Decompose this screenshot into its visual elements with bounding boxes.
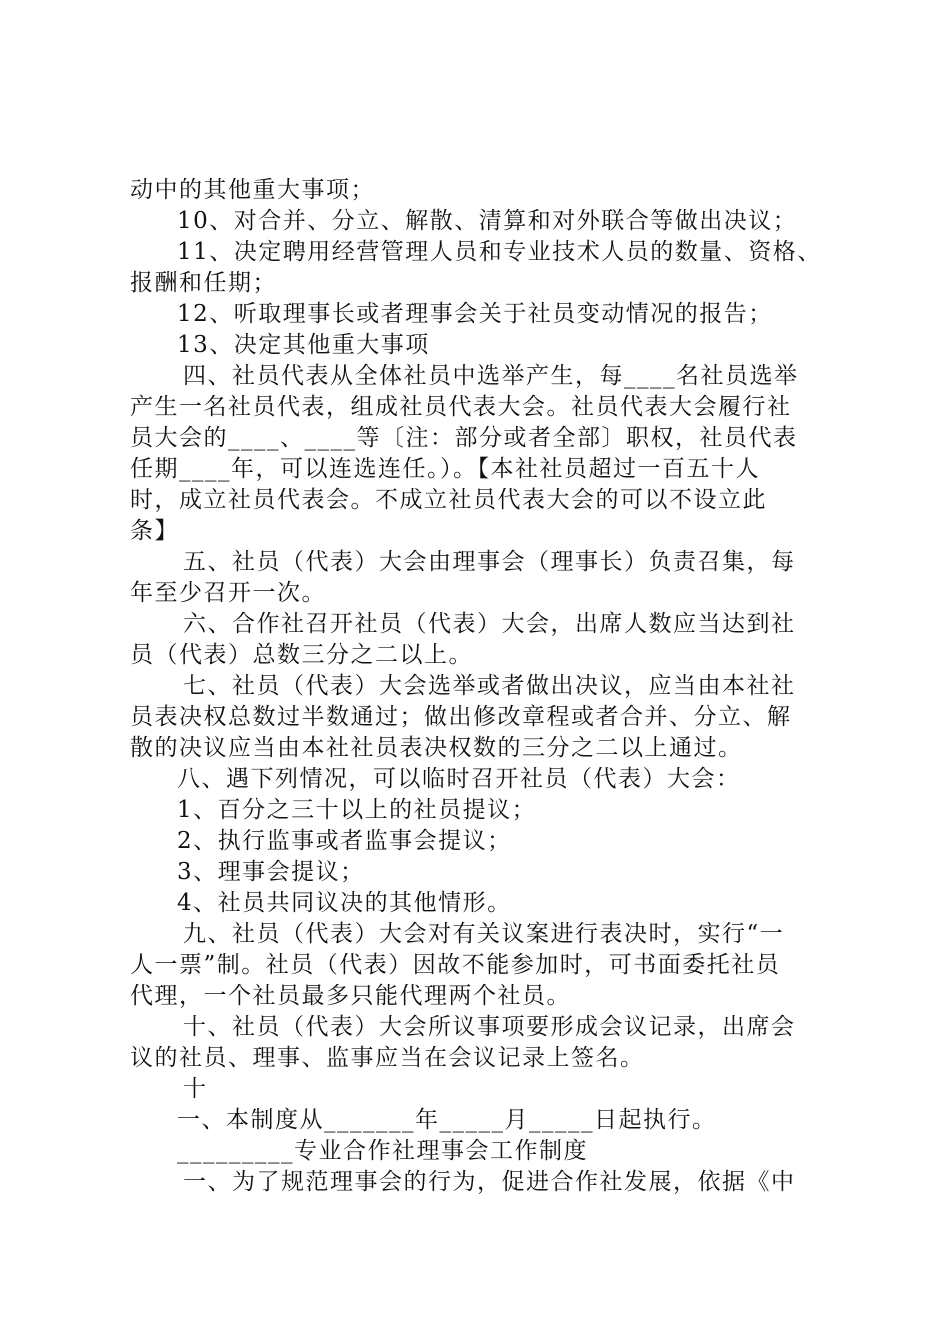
text-line: 代理，一个社员最多只能代理两个社员。 [130,983,571,1009]
text-line: 散的决议应当由本社社员表决权数的三分之二以上通过。 [130,735,743,761]
text-line: 10、对合并、分立、解散、清算和对外联合等做出决议； [177,208,798,234]
text-line: 四、社员代表从全体社员中选举产生，每____名社员选举 [183,363,799,389]
text-line: 员表决权总数过半数通过；做出修改章程或者合并、分立、解 [130,704,792,730]
text-line: 五、社员（代表）大会由理事会（理事长）负责召集，每 [183,549,796,575]
text-line: 人一票”制。社员（代表）因故不能参加时，可书面委托社员 [130,952,781,978]
text-line: 八、遇下列情况，可以临时召开社员（代表）大会： [177,766,741,792]
text-line: 一、本制度从_______年_____月_____日起执行。 [177,1107,717,1133]
text-line: 条】 [130,518,179,544]
text-line: 员大会的____、____等〔注：部分或者全部〕职权，社员代表 [130,425,798,451]
text-line: 六、合作社召开社员（代表）大会，出席人数应当达到社 [183,611,796,637]
text-line: 3、理事会提议； [177,859,365,885]
text-line: 产生一名社员代表，组成社员代表大会。社员代表大会履行社 [130,394,792,420]
text-line: 时，成立社员代表会。不成立社员代表大会的可以不设立此 [130,487,767,513]
text-line: 动中的其他重大事项； [130,177,375,203]
text-line: 11、决定聘用经营管理人员和专业技术人员的数量、资格、 [177,239,822,265]
text-line: 十 [183,1076,208,1102]
text-line: 4、社员共同议决的其他情形。 [177,890,512,916]
text-line: 议的社员、理事、监事应当在会议记录上签名。 [130,1045,645,1071]
text-line: 12、听取理事长或者理事会关于社员变动情况的报告； [177,301,773,327]
text-line: 七、社员（代表）大会选举或者做出决议，应当由本社社 [183,673,796,699]
text-line: 1、百分之三十以上的社员提议； [177,797,537,823]
text-line: 2、执行监事或者监事会提议； [177,828,512,854]
text-line: 十、社员（代表）大会所议事项要形成会议记录，出席会 [183,1014,796,1040]
text-line: 年至少召开一次。 [130,580,326,606]
text-line: 任期____年，可以连选连任。）。【本社社员超过一百五十人 [130,456,760,482]
text-line: 一、为了规范理事会的行为，促进合作社发展，依据《中 [183,1169,796,1195]
text-line: 13、决定其他重大事项 [177,332,430,358]
text-line: 九、社员（代表）大会对有关议案进行表决时，实行“一 [183,921,785,947]
text-line: 员（代表）总数三分之二以上。 [130,642,473,668]
text-line: 报酬和任期； [130,270,277,296]
text-line: _________专业合作社理事会工作制度 [177,1138,588,1164]
